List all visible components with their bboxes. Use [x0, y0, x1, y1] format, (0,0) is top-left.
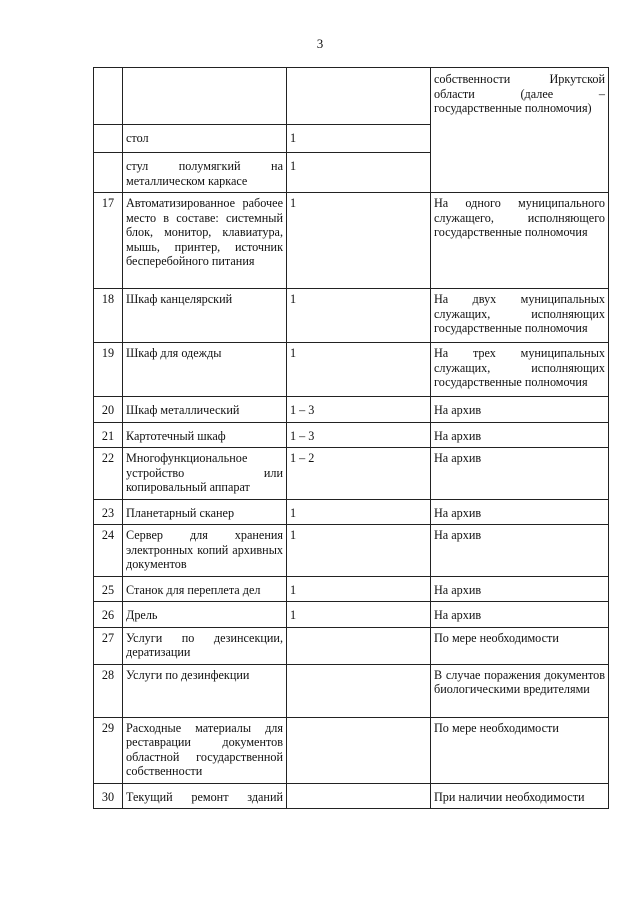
- table-row: [94, 576, 609, 602]
- table-row: [94, 289, 609, 343]
- item-note: На архив: [431, 422, 609, 448]
- item-note: В случае поражения документов биологическими вредителями: [431, 664, 609, 717]
- page-number: 3: [316, 36, 324, 51]
- item-note: По мере необходимости: [431, 717, 609, 783]
- item-quantity: 1: [287, 289, 431, 343]
- table-row: [94, 499, 609, 525]
- item-quantity: 1: [287, 576, 431, 602]
- item-name: Шкаф металлический: [123, 397, 287, 423]
- item-note: На архив: [431, 448, 609, 500]
- table-row: [94, 783, 609, 809]
- row-number: 23: [94, 499, 123, 525]
- item-note: На одного муниципального служащего, исполняющего государственные полномочия: [431, 193, 609, 289]
- item-note: На архив: [431, 602, 609, 628]
- row-number: 20: [94, 397, 123, 423]
- item-note: На архив: [431, 397, 609, 423]
- row-number: [94, 68, 123, 125]
- item-name: [123, 68, 287, 125]
- row-number: 24: [94, 525, 123, 577]
- item-note: собственности Иркутской области (далее – государственные полномочия): [431, 68, 609, 193]
- item-name: Услуги по дезинсекции, дератизации: [123, 627, 287, 664]
- item-quantity: [287, 664, 431, 717]
- item-name: Услуги по дезинфекции: [123, 664, 287, 717]
- item-quantity: 1: [287, 125, 431, 153]
- table-row: [94, 193, 609, 289]
- row-number: 25: [94, 576, 123, 602]
- table-row: [94, 717, 609, 783]
- item-quantity: 1 – 2: [287, 448, 431, 500]
- item-quantity: 1 – 3: [287, 397, 431, 423]
- item-note: На архив: [431, 499, 609, 525]
- item-quantity: [287, 717, 431, 783]
- item-name: Сервер для хранения электронных копий архивных документов: [123, 525, 287, 577]
- row-number: 19: [94, 343, 123, 397]
- table-row: [94, 422, 609, 448]
- table-row: [94, 664, 609, 717]
- item-quantity: 1: [287, 153, 431, 193]
- item-name: Многофункциональное устройство или копировальный аппарат: [123, 448, 287, 500]
- table-row: [94, 602, 609, 628]
- item-note: На трех муниципальных служащих, исполняющих государственные полномочия: [431, 343, 609, 397]
- item-quantity: 1: [287, 499, 431, 525]
- item-quantity: [287, 627, 431, 664]
- item-name: Автоматизированное рабочее место в составе: системный блок, монитор, клавиатура, мышь, принтер, источник бесперебойного питания: [123, 193, 287, 289]
- item-name: Дрель: [123, 602, 287, 628]
- item-quantity: 1: [287, 525, 431, 577]
- item-quantity: 1 – 3: [287, 422, 431, 448]
- row-number: 22: [94, 448, 123, 500]
- table-row: [94, 627, 609, 664]
- item-name: Картотечный шкаф: [123, 422, 287, 448]
- row-number: 26: [94, 602, 123, 628]
- row-number: 30: [94, 783, 123, 809]
- row-number: [94, 153, 123, 193]
- table-row: [94, 343, 609, 397]
- item-name: Планетарный сканер: [123, 499, 287, 525]
- item-note: На архив: [431, 525, 609, 577]
- item-name: Станок для переплета дел: [123, 576, 287, 602]
- item-quantity: 1: [287, 602, 431, 628]
- item-quantity: [287, 68, 431, 125]
- row-number: [94, 125, 123, 153]
- equipment-table: [93, 67, 609, 809]
- item-name: Шкаф для одежды: [123, 343, 287, 397]
- row-number: 18: [94, 289, 123, 343]
- item-name: стул полумягкий на металлическом каркасе: [123, 153, 287, 193]
- item-note: На двух муниципальных служащих, исполняющих государственные полномочия: [431, 289, 609, 343]
- row-number: 29: [94, 717, 123, 783]
- item-quantity: 1: [287, 193, 431, 289]
- table-row: [94, 68, 609, 125]
- row-number: 21: [94, 422, 123, 448]
- item-name: Шкаф канцелярский: [123, 289, 287, 343]
- item-name: стол: [123, 125, 287, 153]
- item-note: На архив: [431, 576, 609, 602]
- item-name: Расходные материалы для реставрации документов областной государственной собственности: [123, 717, 287, 783]
- row-number: 28: [94, 664, 123, 717]
- item-quantity: 1: [287, 343, 431, 397]
- item-name: Текущий ремонт зданий: [123, 783, 287, 809]
- row-number: 27: [94, 627, 123, 664]
- row-number: 17: [94, 193, 123, 289]
- item-note: При наличии необходимости: [431, 783, 609, 809]
- item-quantity: [287, 783, 431, 809]
- item-note: По мере необходимости: [431, 627, 609, 664]
- table-row: [94, 448, 609, 500]
- table-row: [94, 525, 609, 577]
- table-row: [94, 397, 609, 423]
